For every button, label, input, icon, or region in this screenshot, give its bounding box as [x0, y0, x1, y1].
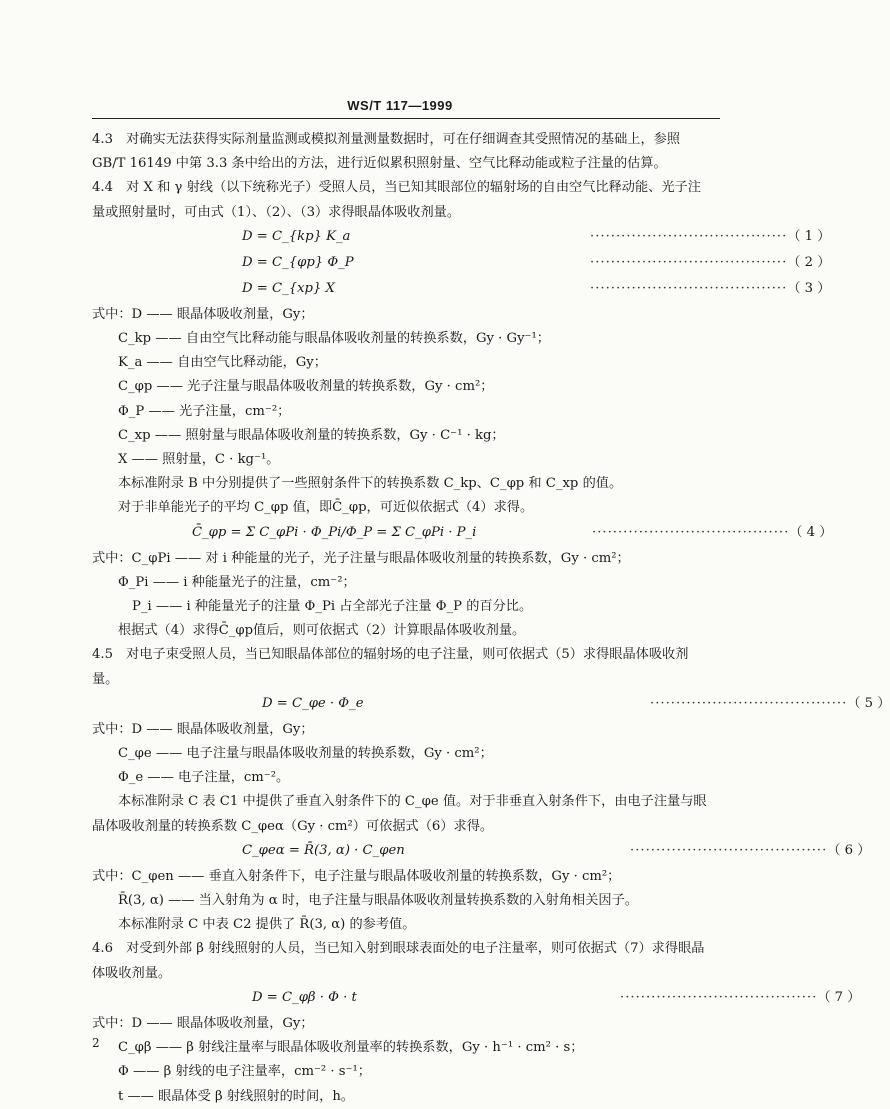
- page-number: 2: [92, 1036, 100, 1050]
- definition: Φ_e —— 电子注量，cm⁻²。: [118, 770, 290, 786]
- section-4-4-line1: 4.4 对 X 和 γ 射线（以下统称光子）受照人员，当已知其眼部位的辐射场的自由空气比释动能、光子注: [92, 180, 701, 196]
- equation-2-number: （ 2 ）: [787, 254, 831, 270]
- definition: t —— 眼晶体受 β 射线照射的时间，h。: [118, 1088, 354, 1104]
- equation-7: [92, 986, 861, 1012]
- section-4-6-line1: 4.6 对受到外部 β 射线照射的人员，当已知入射到眼球表面处的电子注量率，则可依据式（7）求得眼晶: [92, 941, 705, 957]
- equation-2-formula: D = C_{φp} Φ_P: [242, 254, 354, 270]
- appendix-c1-note-line1: 本标准附录 C 表 C1 中提供了垂直入射条件下的 C_φe 值。对于非垂直入射条件下，由电子注量与眼: [118, 794, 707, 810]
- header-rule: [92, 118, 720, 119]
- equation-5: [92, 692, 890, 718]
- equation-1: [92, 225, 831, 251]
- definition: C_xp —— 照射量与眼晶体吸收剂量的转换系数，Gy · C⁻¹ · kg；: [118, 427, 505, 443]
- equation-6: [92, 839, 871, 865]
- leader-dots: ······································: [590, 280, 788, 296]
- section-4-5-line2: 量。: [92, 671, 119, 687]
- section-4-3-line1: 4.3 对确实无法获得实际剂量监测或模拟剂量测量数据时，可在仔细调查其受照情况的基础上，参照: [92, 132, 681, 147]
- equation-6-number: （ 6 ）: [827, 842, 871, 858]
- equation-6-formula: C_φeα = R̄(3, α) · C_φen: [242, 842, 405, 858]
- equation-5-formula: D = C_φe · Φ_e: [262, 695, 364, 711]
- leader-dots: ······································: [592, 524, 790, 540]
- leader-dots: ······································: [620, 989, 818, 1005]
- section-4-5-line1: 4.5 对电子束受照人员，当已知眼晶体部位的辐射场的电子注量，则可依据式（5）求得眼晶体吸收剂: [92, 647, 689, 663]
- leader-dots: ······································: [590, 228, 788, 244]
- section-4-4-line2: 量或照射量时，可由式（1）、（2）、（3）求得眼晶体吸收剂量。: [92, 204, 461, 220]
- appendix-b-note: 本标准附录 B 中分别提供了一些照射条件下的转换系数 C_kp、C_φp 和 C_xp 的值。: [118, 476, 623, 492]
- definition: Φ_P —— 光子注量，cm⁻²；: [118, 403, 291, 419]
- after-eq4-note: 根据式（4）求得C̄_φp值后，则可依据式（2）计算眼晶体吸收剂量。: [118, 623, 526, 639]
- equation-3: [92, 277, 831, 303]
- section-4-3-line2: GB/T 16149 中第 3.3 条中给出的方法，进行近似累积照射量、空气比释动能或粒子注量的估算。: [92, 156, 667, 172]
- equation-4-number: （ 4 ）: [789, 524, 833, 540]
- section-4-6-line2: 体吸收剂量。: [92, 965, 172, 981]
- leader-dots: ······································: [590, 254, 788, 270]
- definition: 式中：D —— 眼晶体吸收剂量，Gy；: [92, 1015, 314, 1031]
- leader-dots: ······································: [630, 842, 828, 858]
- definition: K_a —— 自由空气比释动能，Gy；: [118, 355, 327, 371]
- equation-3-number: （ 3 ）: [787, 280, 831, 296]
- non-mono-note: 对于非单能光子的平均 C_φp 值，即C̄_φp，可近似依据式（4）求得。: [118, 500, 534, 516]
- equation-7-number: （ 7 ）: [817, 989, 861, 1005]
- equation-1-formula: D = C_{kp} K_a: [242, 228, 351, 244]
- equation-3-formula: D = C_{xp} X: [242, 280, 335, 296]
- definition: 式中：C_φPi —— 对 i 种能量的光子，光子注量与眼晶体吸收剂量的转换系数，Gy · cm²；: [92, 550, 630, 566]
- equation-1-number: （ 1 ）: [787, 228, 831, 244]
- definition: C_φp —— 光子注量与眼晶体吸收剂量的转换系数，Gy · cm²；: [118, 379, 494, 395]
- appendix-c1-note-line2: 晶体吸收剂量的转换系数 C_φeα（Gy · cm²）可依据式（6）求得。: [92, 818, 494, 834]
- definition: 式中：D —— 眼晶体吸收剂量，Gy；: [92, 721, 314, 737]
- appendix-c2-note: 本标准附录 C 中表 C2 提供了 R̄(3, α) 的参考值。: [118, 917, 416, 933]
- equation-4-formula: C̄_φp = Σ C_φPi · Φ_Pi/Φ_P = Σ C_φPi · P_i: [192, 524, 477, 540]
- definition: R̄(3, α) —— 当入射角为 α 时，电子注量与眼晶体吸收剂量转换系数的入射角相关因子。: [118, 893, 638, 909]
- leader-dots: ······································: [650, 695, 848, 711]
- definition: Φ —— β 射线的电子注量率，cm⁻² · s⁻¹；: [118, 1064, 371, 1080]
- definition: Φ_Pi —— i 种能量光子的注量，cm⁻²；: [118, 574, 356, 590]
- equation-2: [92, 251, 831, 277]
- definition: P_i —— i 种能量光子的注量 Φ_Pi 占全部光子注量 Φ_P 的百分比。: [132, 599, 533, 615]
- definition: 式中：D —— 眼晶体吸收剂量，Gy；: [92, 306, 314, 322]
- equation-4: [92, 521, 833, 547]
- document-body: [92, 128, 890, 1109]
- definition: C_φe —— 电子注量与眼晶体吸收剂量的转换系数，Gy · cm²；: [118, 746, 493, 762]
- definition: X —— 照射量，C · kg⁻¹。: [118, 452, 280, 468]
- definition: 式中：C_φen —— 垂直入射条件下，电子注量与眼晶体吸收剂量的转换系数，Gy · cm²；: [92, 868, 621, 884]
- document-header: WS/T 117—1999: [347, 98, 453, 113]
- equation-7-formula: D = C_φβ · Φ · t: [252, 989, 357, 1005]
- definition: C_φβ —— β 射线注量率与眼晶体吸收剂量率的转换系数，Gy · h⁻¹ · cm² · s；: [118, 1040, 584, 1056]
- definition: C_kp —— 自由空气比释动能与眼晶体吸收剂量的转换系数，Gy · Gy⁻¹；: [118, 331, 550, 347]
- equation-5-number: （ 5 ）: [847, 695, 890, 711]
